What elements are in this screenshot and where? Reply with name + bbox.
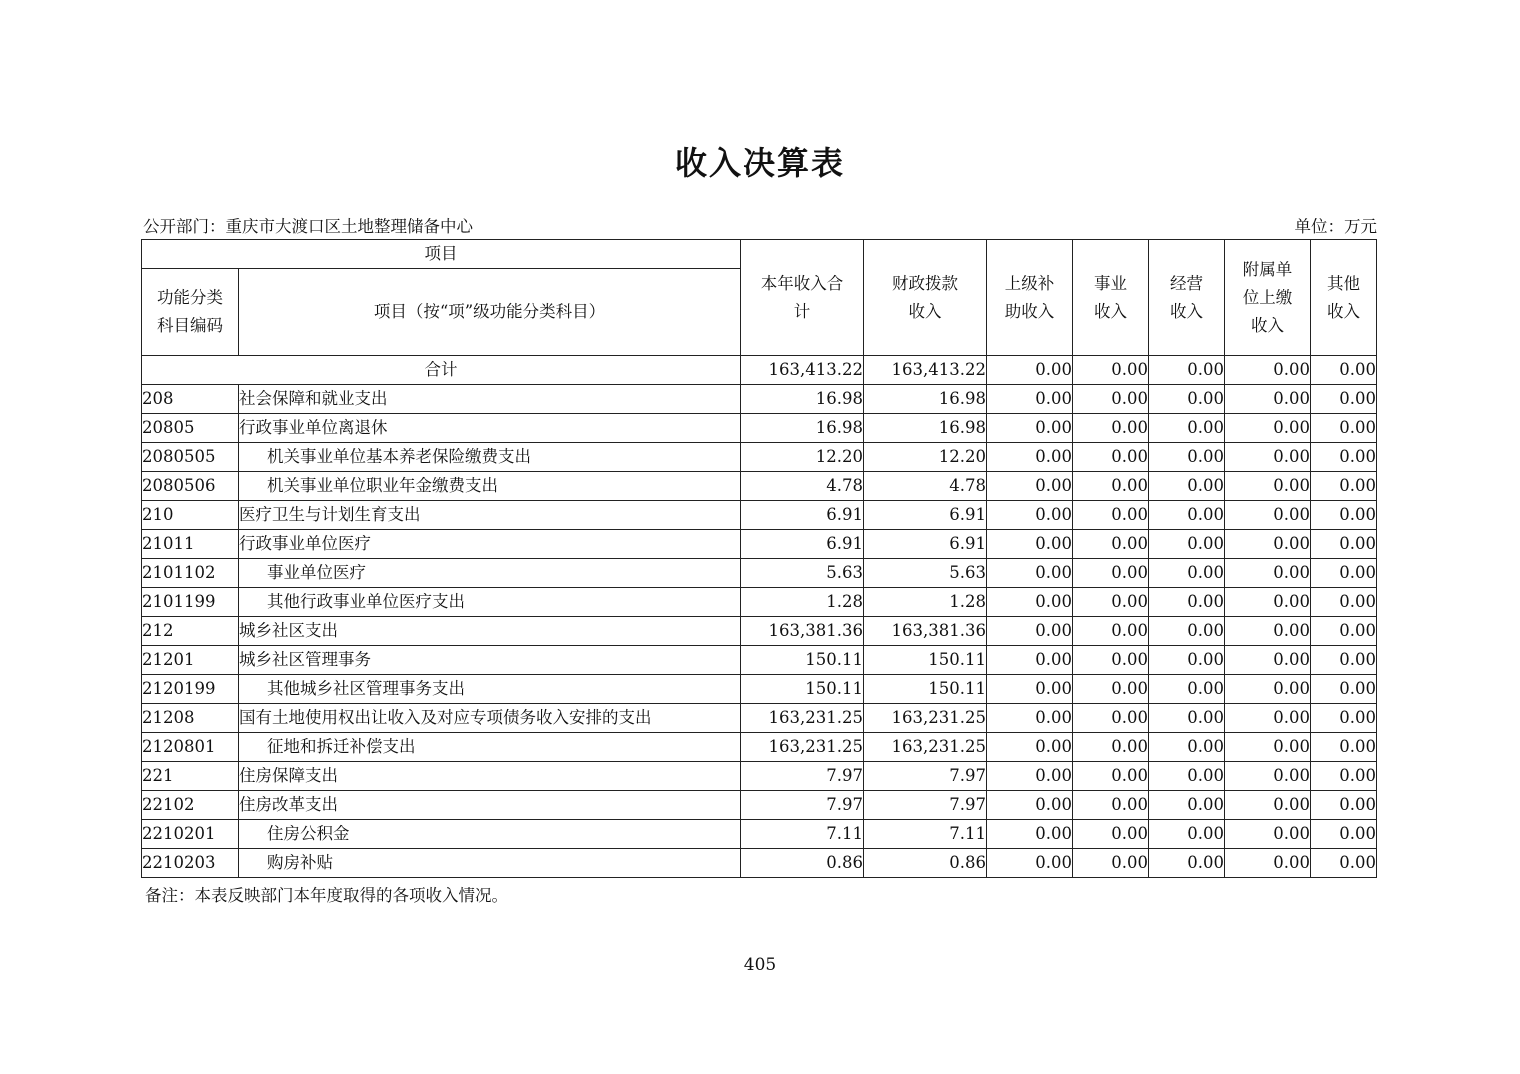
header-col-total: 本年收入合计 bbox=[741, 240, 864, 356]
row-value: 6.91 bbox=[741, 530, 864, 559]
row-value: 0.00 bbox=[1149, 443, 1225, 472]
total-value: 163,413.22 bbox=[864, 356, 987, 385]
table-row bbox=[142, 385, 1377, 414]
row-name: 住房公积金 bbox=[239, 820, 741, 849]
row-value: 0.00 bbox=[1149, 617, 1225, 646]
row-value: 163,231.25 bbox=[864, 704, 987, 733]
row-value: 0.00 bbox=[1073, 501, 1149, 530]
meta-row bbox=[143, 213, 1377, 237]
table-row bbox=[142, 559, 1377, 588]
row-code: 2210203 bbox=[142, 849, 239, 878]
row-value: 0.00 bbox=[1149, 704, 1225, 733]
row-value: 0.00 bbox=[1225, 849, 1311, 878]
row-value: 7.97 bbox=[741, 762, 864, 791]
row-value: 5.63 bbox=[741, 559, 864, 588]
footnote: 备注：本表反映部门本年度取得的各项收入情况。 bbox=[145, 886, 508, 905]
page-number: 405 bbox=[743, 955, 777, 975]
row-value: 163,231.25 bbox=[741, 733, 864, 762]
row-value: 12.20 bbox=[864, 443, 987, 472]
unit-label: 单位：万元 bbox=[1294, 217, 1377, 236]
row-code: 208 bbox=[142, 385, 239, 414]
row-name: 机关事业单位基本养老保险缴费支出 bbox=[239, 443, 741, 472]
table-row bbox=[142, 530, 1377, 559]
row-value: 6.91 bbox=[864, 501, 987, 530]
row-value: 0.00 bbox=[1311, 385, 1377, 414]
row-value: 0.00 bbox=[1311, 617, 1377, 646]
row-value: 0.00 bbox=[987, 849, 1073, 878]
row-name: 其他行政事业单位医疗支出 bbox=[239, 588, 741, 617]
row-value: 0.00 bbox=[1311, 849, 1377, 878]
row-value: 0.00 bbox=[1225, 617, 1311, 646]
row-name: 行政事业单位医疗 bbox=[239, 530, 741, 559]
row-value: 0.00 bbox=[1225, 385, 1311, 414]
header-col-affiliated: 附属单位上缴收入 bbox=[1225, 240, 1311, 356]
row-value: 0.00 bbox=[987, 791, 1073, 820]
row-value: 0.00 bbox=[1073, 762, 1149, 791]
row-value: 0.00 bbox=[1073, 849, 1149, 878]
row-value: 0.00 bbox=[1149, 385, 1225, 414]
row-value: 6.91 bbox=[864, 530, 987, 559]
row-value: 0.00 bbox=[1311, 443, 1377, 472]
row-name: 城乡社区管理事务 bbox=[239, 646, 741, 675]
row-value: 0.00 bbox=[1225, 791, 1311, 820]
total-row bbox=[142, 356, 1377, 385]
row-value: 0.00 bbox=[1073, 385, 1149, 414]
header-code: 功能分类科目编码 bbox=[142, 269, 239, 356]
row-value: 0.00 bbox=[1149, 820, 1225, 849]
total-value: 163,413.22 bbox=[741, 356, 864, 385]
row-value: 0.00 bbox=[1225, 414, 1311, 443]
table-row bbox=[142, 617, 1377, 646]
row-value: 0.00 bbox=[1149, 472, 1225, 501]
row-value: 0.00 bbox=[1073, 472, 1149, 501]
row-value: 163,231.25 bbox=[741, 704, 864, 733]
row-value: 7.11 bbox=[741, 820, 864, 849]
row-value: 1.28 bbox=[864, 588, 987, 617]
row-value: 6.91 bbox=[741, 501, 864, 530]
row-name: 住房改革支出 bbox=[239, 791, 741, 820]
row-value: 0.00 bbox=[1311, 675, 1377, 704]
row-value: 0.00 bbox=[987, 820, 1073, 849]
row-code: 2101102 bbox=[142, 559, 239, 588]
row-value: 0.00 bbox=[1149, 791, 1225, 820]
row-code: 21201 bbox=[142, 646, 239, 675]
row-value: 0.00 bbox=[987, 617, 1073, 646]
row-value: 0.00 bbox=[987, 414, 1073, 443]
row-value: 0.00 bbox=[987, 646, 1073, 675]
table-row bbox=[142, 849, 1377, 878]
row-value: 0.00 bbox=[1225, 472, 1311, 501]
table-row bbox=[142, 675, 1377, 704]
row-value: 0.00 bbox=[1149, 588, 1225, 617]
row-value: 0.00 bbox=[1073, 530, 1149, 559]
row-value: 0.00 bbox=[1073, 675, 1149, 704]
row-value: 0.00 bbox=[1225, 559, 1311, 588]
header-name: 项目（按“项”级功能分类科目） bbox=[239, 269, 741, 356]
row-value: 4.78 bbox=[864, 472, 987, 501]
table-row bbox=[142, 472, 1377, 501]
row-code: 2080506 bbox=[142, 472, 239, 501]
row-name: 社会保障和就业支出 bbox=[239, 385, 741, 414]
row-value: 0.00 bbox=[987, 559, 1073, 588]
row-value: 0.00 bbox=[1149, 501, 1225, 530]
row-value: 0.00 bbox=[1149, 849, 1225, 878]
row-value: 7.97 bbox=[864, 762, 987, 791]
row-code: 2120199 bbox=[142, 675, 239, 704]
row-value: 0.00 bbox=[1311, 646, 1377, 675]
row-value: 0.00 bbox=[1311, 588, 1377, 617]
row-value: 0.00 bbox=[1311, 791, 1377, 820]
row-value: 0.00 bbox=[1073, 704, 1149, 733]
row-value: 0.00 bbox=[1073, 559, 1149, 588]
row-value: 163,381.36 bbox=[741, 617, 864, 646]
row-value: 0.00 bbox=[1149, 762, 1225, 791]
row-value: 0.00 bbox=[1311, 733, 1377, 762]
row-value: 0.00 bbox=[1311, 501, 1377, 530]
row-value: 0.00 bbox=[1149, 559, 1225, 588]
row-value: 16.98 bbox=[864, 385, 987, 414]
page-title: 收入决算表 bbox=[674, 144, 845, 182]
row-value: 12.20 bbox=[741, 443, 864, 472]
row-value: 0.00 bbox=[1225, 443, 1311, 472]
row-value: 0.00 bbox=[1073, 414, 1149, 443]
row-name: 事业单位医疗 bbox=[239, 559, 741, 588]
table-row bbox=[142, 414, 1377, 443]
income-table bbox=[141, 239, 1377, 878]
header-col-operation: 经营收入 bbox=[1149, 240, 1225, 356]
row-value: 0.00 bbox=[1225, 675, 1311, 704]
row-value: 0.00 bbox=[1149, 646, 1225, 675]
row-value: 0.00 bbox=[1225, 646, 1311, 675]
row-code: 20805 bbox=[142, 414, 239, 443]
row-value: 0.00 bbox=[1225, 588, 1311, 617]
row-name: 机关事业单位职业年金缴费支出 bbox=[239, 472, 741, 501]
row-name: 住房保障支出 bbox=[239, 762, 741, 791]
row-value: 0.00 bbox=[1311, 704, 1377, 733]
total-label: 合计 bbox=[142, 356, 741, 385]
row-code: 210 bbox=[142, 501, 239, 530]
table-row bbox=[142, 820, 1377, 849]
row-value: 0.00 bbox=[1225, 501, 1311, 530]
row-value: 0.00 bbox=[987, 762, 1073, 791]
table-row bbox=[142, 791, 1377, 820]
row-name: 医疗卫生与计划生育支出 bbox=[239, 501, 741, 530]
row-value: 0.00 bbox=[987, 588, 1073, 617]
row-code: 2120801 bbox=[142, 733, 239, 762]
row-value: 0.00 bbox=[1225, 762, 1311, 791]
row-value: 0.00 bbox=[987, 530, 1073, 559]
department-label: 公开部门：重庆市大渡口区土地整理储备中心 bbox=[143, 217, 473, 236]
row-value: 0.00 bbox=[987, 733, 1073, 762]
row-value: 5.63 bbox=[864, 559, 987, 588]
row-value: 0.00 bbox=[1149, 530, 1225, 559]
header-project-group: 项目 bbox=[142, 240, 741, 269]
row-name: 购房补贴 bbox=[239, 849, 741, 878]
row-value: 0.00 bbox=[1311, 472, 1377, 501]
row-value: 0.00 bbox=[1311, 762, 1377, 791]
row-value: 7.97 bbox=[864, 791, 987, 820]
row-value: 0.00 bbox=[987, 704, 1073, 733]
row-value: 0.00 bbox=[1225, 530, 1311, 559]
row-value: 0.86 bbox=[741, 849, 864, 878]
table-row bbox=[142, 646, 1377, 675]
row-value: 0.00 bbox=[1311, 530, 1377, 559]
header-col-business: 事业收入 bbox=[1073, 240, 1149, 356]
row-value: 0.00 bbox=[987, 385, 1073, 414]
row-value: 0.00 bbox=[1311, 414, 1377, 443]
table-row bbox=[142, 588, 1377, 617]
row-value: 7.11 bbox=[864, 820, 987, 849]
row-value: 0.00 bbox=[987, 472, 1073, 501]
total-value: 0.00 bbox=[1225, 356, 1311, 385]
table-row bbox=[142, 762, 1377, 791]
row-value: 4.78 bbox=[741, 472, 864, 501]
row-value: 150.11 bbox=[741, 675, 864, 704]
row-code: 22102 bbox=[142, 791, 239, 820]
row-code: 212 bbox=[142, 617, 239, 646]
row-value: 163,231.25 bbox=[864, 733, 987, 762]
row-code: 2101199 bbox=[142, 588, 239, 617]
total-value: 0.00 bbox=[1311, 356, 1377, 385]
row-value: 0.00 bbox=[1149, 733, 1225, 762]
row-value: 16.98 bbox=[741, 385, 864, 414]
row-name: 征地和拆迁补偿支出 bbox=[239, 733, 741, 762]
row-name: 其他城乡社区管理事务支出 bbox=[239, 675, 741, 704]
row-value: 0.00 bbox=[1225, 704, 1311, 733]
table-row bbox=[142, 704, 1377, 733]
row-value: 0.00 bbox=[1225, 820, 1311, 849]
table-row bbox=[142, 501, 1377, 530]
row-value: 0.00 bbox=[1311, 820, 1377, 849]
row-code: 2080505 bbox=[142, 443, 239, 472]
row-value: 0.00 bbox=[1073, 733, 1149, 762]
row-code: 21208 bbox=[142, 704, 239, 733]
row-value: 0.86 bbox=[864, 849, 987, 878]
header-col-fiscal: 财政拨款收入 bbox=[864, 240, 987, 356]
row-value: 0.00 bbox=[1149, 675, 1225, 704]
total-value: 0.00 bbox=[1073, 356, 1149, 385]
row-name: 国有土地使用权出让收入及对应专项债务收入安排的支出 bbox=[239, 704, 741, 733]
row-value: 0.00 bbox=[1311, 559, 1377, 588]
row-value: 7.97 bbox=[741, 791, 864, 820]
row-value: 163,381.36 bbox=[864, 617, 987, 646]
row-value: 0.00 bbox=[987, 501, 1073, 530]
row-value: 0.00 bbox=[1149, 414, 1225, 443]
row-value: 0.00 bbox=[1073, 820, 1149, 849]
row-value: 150.11 bbox=[864, 675, 987, 704]
row-code: 2210201 bbox=[142, 820, 239, 849]
row-value: 0.00 bbox=[1073, 617, 1149, 646]
row-code: 221 bbox=[142, 762, 239, 791]
row-name: 城乡社区支出 bbox=[239, 617, 741, 646]
row-value: 0.00 bbox=[987, 443, 1073, 472]
total-value: 0.00 bbox=[987, 356, 1073, 385]
header-col-other: 其他收入 bbox=[1311, 240, 1377, 356]
row-value: 16.98 bbox=[741, 414, 864, 443]
table-row bbox=[142, 733, 1377, 762]
row-value: 150.11 bbox=[741, 646, 864, 675]
row-value: 150.11 bbox=[864, 646, 987, 675]
header-col-superior: 上级补助收入 bbox=[987, 240, 1073, 356]
total-value: 0.00 bbox=[1149, 356, 1225, 385]
row-value: 0.00 bbox=[1073, 791, 1149, 820]
row-value: 1.28 bbox=[741, 588, 864, 617]
header-row-1 bbox=[142, 240, 1377, 269]
row-value: 16.98 bbox=[864, 414, 987, 443]
table-row bbox=[142, 443, 1377, 472]
row-code: 21011 bbox=[142, 530, 239, 559]
row-value: 0.00 bbox=[987, 675, 1073, 704]
row-value: 0.00 bbox=[1225, 733, 1311, 762]
row-value: 0.00 bbox=[1073, 588, 1149, 617]
row-name: 行政事业单位离退休 bbox=[239, 414, 741, 443]
row-value: 0.00 bbox=[1073, 443, 1149, 472]
row-value: 0.00 bbox=[1073, 646, 1149, 675]
